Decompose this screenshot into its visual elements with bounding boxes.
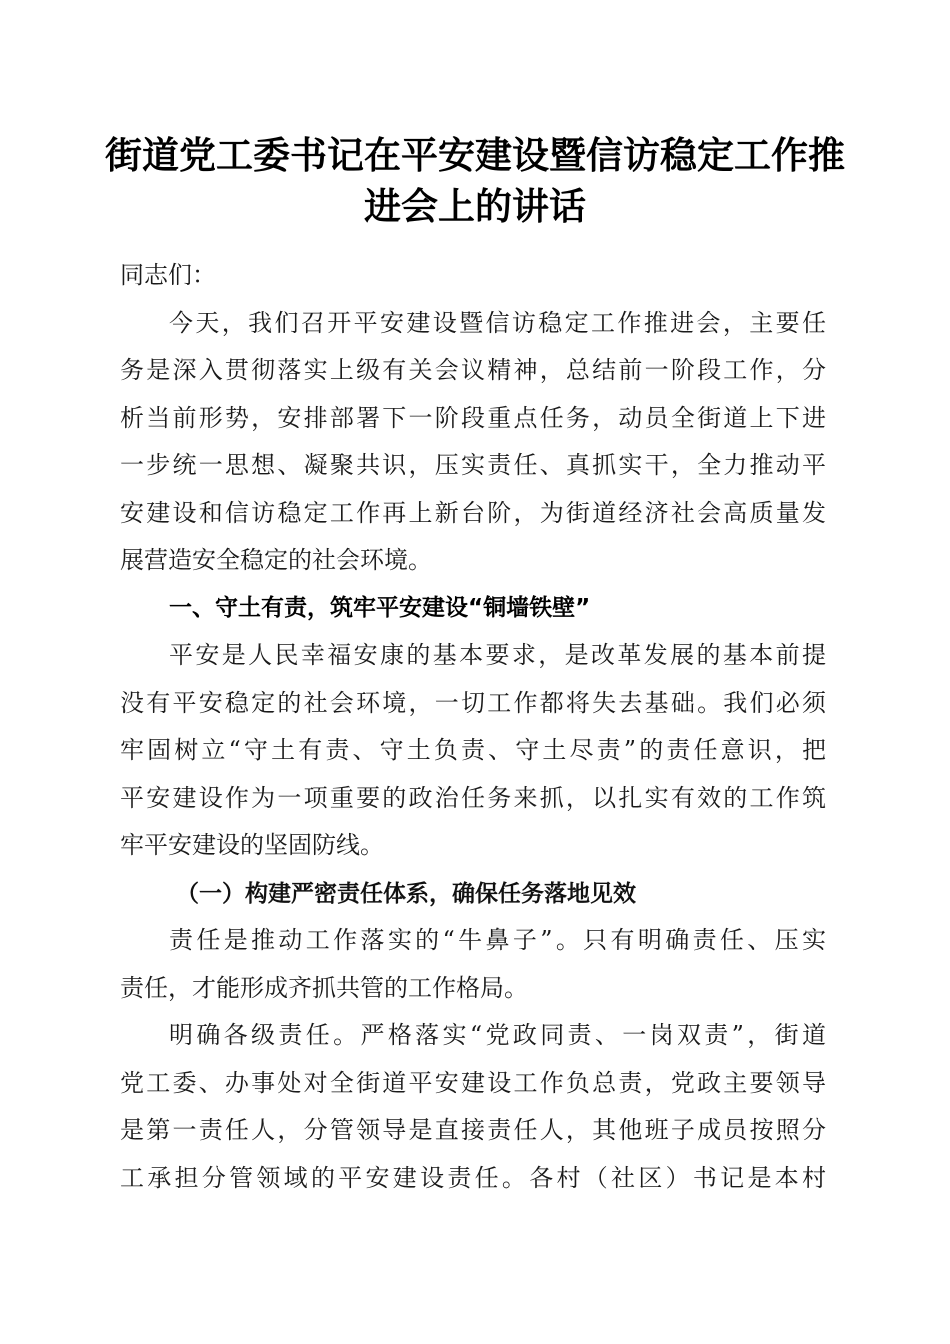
paragraph-line: 平安建设作为一项重要的政治任务来抓，以扎实有效的工作筑 [120, 783, 826, 812]
paragraph-line: 安建设和信访稳定工作再上新台阶，为街道经济社会高质量发 [120, 498, 826, 527]
paragraph-line: 牢平安建设的坚固防线。 [120, 831, 384, 859]
paragraph-line: 牢固树立“守土有责、守土负责、守土尽责”的责任意识，把 [120, 736, 826, 764]
paragraph-line: 今天，我们召开平安建设暨信访稳定工作推进会，主要任 [169, 308, 826, 337]
paragraph-line: 工承担分管领域的平安建设责任。各村（社区）书记是本村 [120, 1163, 826, 1192]
title-line-2: 进会上的讲话 [364, 184, 586, 228]
title-line-1: 街道党工委书记在平安建设暨信访稳定工作推 [105, 133, 845, 177]
paragraph-line: 责任，才能形成齐抓共管的工作格局。 [120, 973, 528, 1002]
subsection-heading-1: （一）构建严密责任体系，确保任务落地见效 [176, 879, 636, 907]
paragraph-line: 党工委、办事处对全街道平安建设工作负总责，党政主要领导 [120, 1068, 826, 1097]
paragraph-line: 务是深入贯彻落实上级有关会议精神，总结前一阶段工作，分 [120, 356, 826, 384]
salutation: 同志们： [120, 261, 216, 289]
section-heading-1: 一、守土有责，筑牢平安建设“铜墙铁壁” [169, 594, 591, 621]
paragraph-line: 是第一责任人，分管领导是直接责任人，其他班子成员按照分 [120, 1116, 826, 1144]
paragraph-line: 一步统一思想、凝聚共识，压实责任、真抓实干，全力推动平 [120, 451, 826, 479]
document-title [95, 130, 855, 232]
paragraph-line: 展营造安全稳定的社会环境。 [120, 546, 432, 574]
paragraph-line: 明确各级责任。严格落实“党政同责、一岗双责”，街道 [169, 1021, 826, 1049]
paragraph-line: 责任是推动工作落实的“牛鼻子”。只有明确责任、压实 [169, 926, 826, 954]
paragraph-line: 没有平安稳定的社会环境，一切工作都将失去基础。我们必须 [120, 688, 826, 717]
paragraph-line: 析当前形势，安排部署下一阶段重点任务，动员全街道上下进 [120, 403, 826, 432]
paragraph-line: 平安是人民幸福安康的基本要求，是改革发展的基本前提 [169, 641, 826, 669]
document-body [120, 252, 826, 1202]
